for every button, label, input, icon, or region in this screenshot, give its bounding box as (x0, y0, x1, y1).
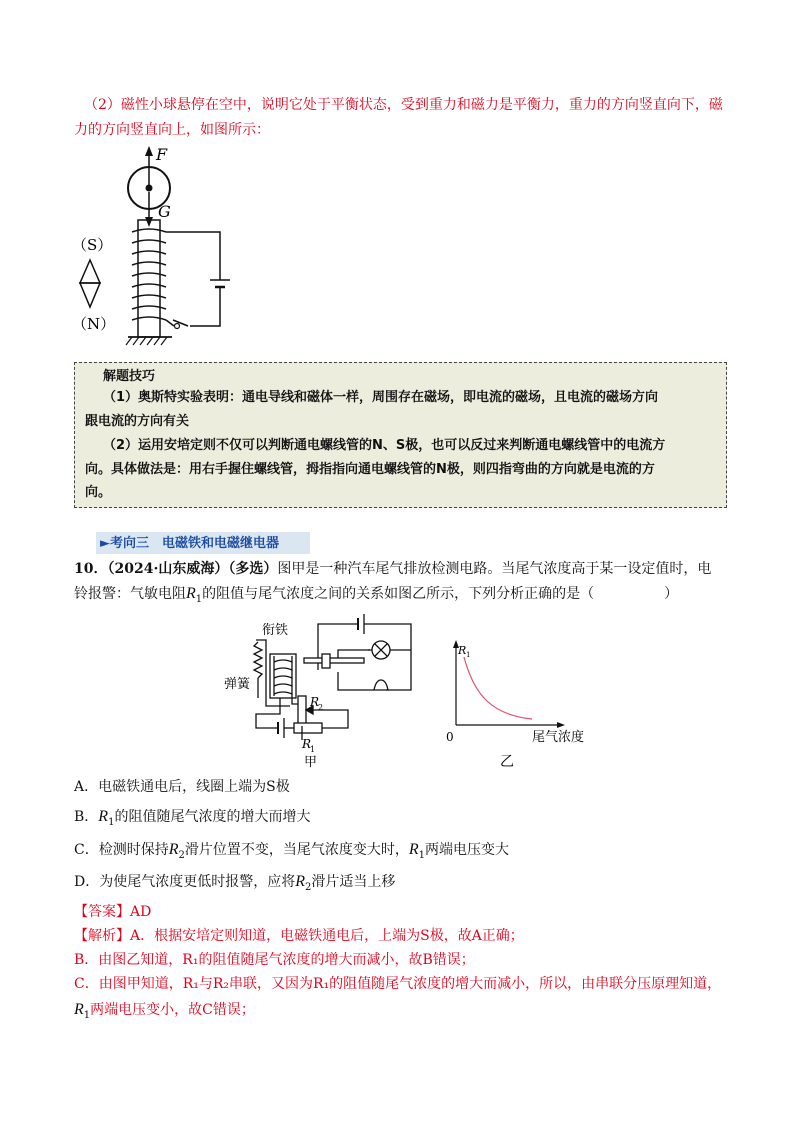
option-c: C．检测时保持$R_2$滑片位置不变，当尾气浓度变大时，$R_1$两端电压变大 (74, 841, 510, 861)
option-a: A．电磁铁通电后，线圈上端为S极 (74, 779, 290, 795)
tips-box (74, 362, 727, 508)
section-label: ►考向三 电磁铁和电磁继电器 (96, 532, 310, 554)
question-source: （2024·山东威海）（多选） (107, 561, 278, 577)
analysis-b: B．由图乙知道，R₁的阻值随尾气浓度的增大而减小，故B错误； (74, 952, 475, 968)
question-line1 (74, 557, 711, 581)
analysis-a: 【解析】A．根据安培定则知道，电磁铁通电后，上端为S极，故A正确； (74, 928, 524, 944)
origin-label: 0 (446, 730, 454, 744)
analysis-c1: C．由图甲知道，R₁与R₂串联，又因为R₁的阻值随尾气浓度的增大而减小，所以，由串联分压原理知道， (74, 976, 722, 992)
armature-label: 衔铁 (262, 623, 289, 638)
tips-p2c: 向。 (85, 485, 112, 500)
option-d: D．为使尾气浓度更低时报警，应将$R_2$滑片适当上移 (74, 873, 396, 893)
question-line2: 铃报警：气敏电阻$R_1$的阻值与尾气浓度之间的关系如图乙所示，下列分析正确的是（ ） (74, 585, 679, 605)
spring-label: 弹簧 (224, 677, 251, 692)
question-text1: 图甲是一种汽车尾气排放检测电路。当尾气浓度高于某一设定值时，电 (277, 561, 712, 577)
answer: 【答案】AD (74, 904, 152, 920)
question-number: 10． (74, 561, 108, 577)
part2-line1: （2）磁性小球悬停在空中，说明它处于平衡状态，受到重力和磁力是平衡力，重力的方向竖直向下，磁 (84, 97, 723, 113)
tips-p2b: 向。具体做法是：用右手握住螺线管，拇指指向通电螺线管的N极，则四指弯曲的方向就是电流的方 (85, 462, 655, 477)
option-b: B．$R_1$的阻值随尾气浓度的增大而增大 (74, 808, 311, 828)
tips-p1b: 跟电流的方向有关 (85, 414, 190, 429)
gravity-g-label: G (158, 202, 171, 221)
yaxis-sub: 1 (466, 651, 471, 659)
pole-s-label: （S） (72, 236, 113, 254)
tips-title: 解题技巧 (103, 369, 156, 384)
caption-yi: 乙 (500, 754, 514, 770)
analysis-c2: $R_1$两端电压变小，故C错误； (74, 1001, 255, 1021)
tips-p1a: （1）奥斯特实验表明：通电导线和磁体一样，周围存在磁场，即电流的磁场，且电流的磁场方向 (103, 390, 659, 405)
solenoid-figure (70, 140, 260, 355)
r1-curve (464, 657, 532, 719)
yaxis-label: R (458, 644, 467, 657)
circuit-jia-figure (218, 610, 428, 770)
caption-jia: 甲 (304, 755, 318, 770)
xaxis-label: 尾气浓度 (532, 730, 585, 745)
part2-line2: 力的方向竖直向上，如图所示： (74, 122, 270, 138)
r1-sub: 1 (310, 745, 316, 754)
tips-p2a: （2）运用安培定则不仅可以判断通电螺线管的N、S极，也可以反过来判断通电螺线管中的电流方 (103, 438, 666, 453)
force-f-label: F (156, 145, 168, 164)
graph-yi-figure (440, 635, 590, 770)
r2-sub: 2 (318, 703, 324, 712)
r1-label: R (302, 737, 312, 751)
r2-label: R (310, 695, 320, 709)
pole-n-label: （N） (72, 315, 116, 333)
